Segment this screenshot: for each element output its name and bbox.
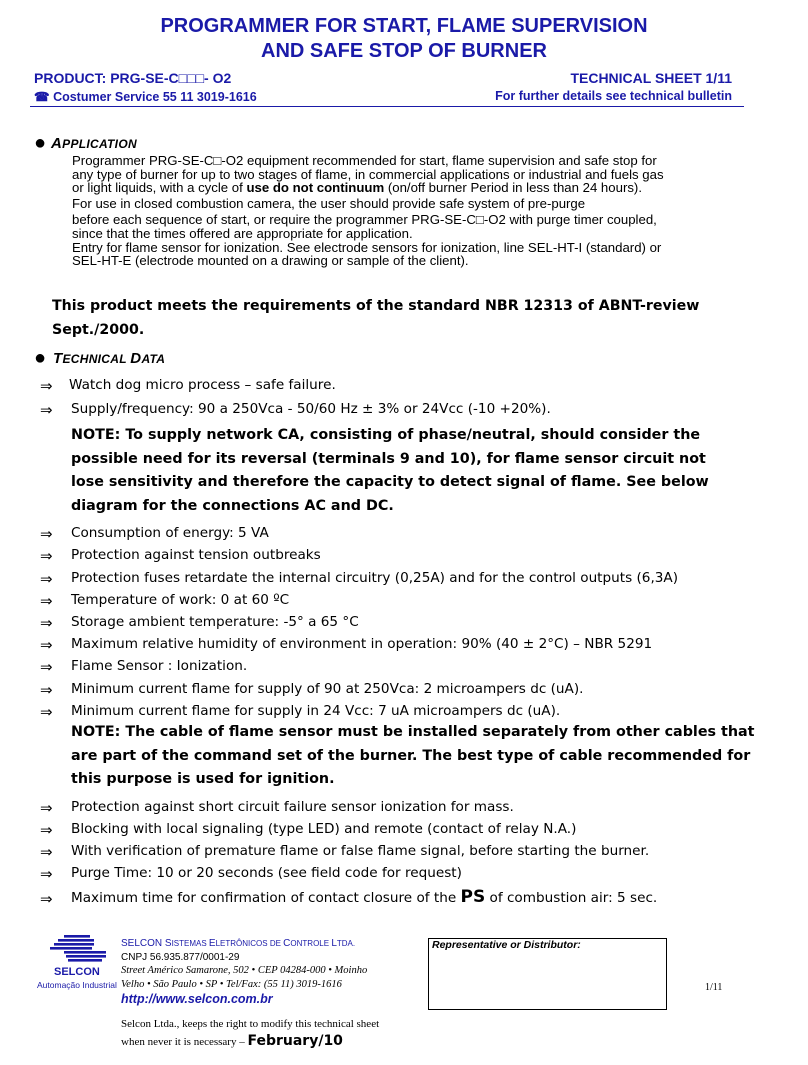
arrow-icon: ⇒ — [40, 822, 53, 839]
spec-item: Protection against tension outbreaks — [71, 547, 321, 563]
spec-item: Purge Time: 10 or 20 seconds (see field code for request) — [71, 865, 462, 881]
note-cable: NOTE: The cable of flame sensor must be installed separately from other cables that are part of the command set of the burner. The best type of cable recommended for this purpose is used for ignition. — [71, 724, 755, 788]
spec-item: Consumption of energy: 5 VA — [71, 525, 269, 541]
arrow-icon: ⇒ — [40, 682, 53, 699]
application-line: before each sequence of start, or require the programmer PRG-SE-C□-O2 with purge timer coupled, — [72, 212, 657, 228]
title-line-2: AND SAFE STOP OF BURNER — [261, 40, 547, 62]
technical-heading: TECHNICAL DATA — [53, 350, 166, 367]
arrow-icon: ⇒ — [40, 659, 53, 676]
spec-item: Supply/frequency: 90 a 250Vca - 50/60 Hz ± 3% or 24Vcc (-10 +20%). — [71, 401, 551, 417]
arrow-icon: ⇒ — [40, 402, 53, 419]
application-line: SEL-HT-E (electrode mounted on a drawing or sample of the client). — [72, 253, 469, 269]
arrow-icon: ⇒ — [40, 866, 53, 883]
cnpj: CNPJ 56.935.877/0001-29 — [121, 952, 240, 963]
arrow-icon: ⇒ — [40, 800, 53, 817]
spec-item-ps: Maximum time for confirmation of contact closure of the PS of combustion air: 5 sec. — [71, 887, 658, 907]
application-line: any type of burner for up to two stages of flame, in commercial applications or industrial and fuels gas — [72, 166, 664, 182]
title-line-1: PROGRAMMER FOR START, FLAME SUPERVISION — [160, 15, 648, 37]
application-heading: APPLICATION — [51, 135, 137, 152]
arrow-icon: ⇒ — [40, 548, 53, 565]
customer-service — [34, 89, 257, 104]
details-note: For further details see technical bulletin — [495, 89, 732, 103]
standard-statement: This product meets the requirements of the standard NBR 12313 of ABNT-review Sept./2000. — [52, 298, 700, 338]
application-line: or light liquids, with a cycle of use do not continuum (on/off burner Period in less than 24 hours). — [72, 180, 642, 196]
selcon-logo-icon — [50, 934, 110, 964]
spec-item: Storage ambient temperature: -5° a 65 °C — [71, 614, 359, 630]
website-link[interactable]: http://www.selcon.com.br — [121, 992, 273, 1006]
company-name: SELCON SISTEMAS ELETRÔNICOS DE CONTROLE LTDA. — [121, 938, 356, 949]
arrow-icon: ⇒ — [40, 844, 53, 861]
arrow-icon: ⇒ — [40, 378, 53, 395]
spec-item: Minimum current flame for supply of 90 at 250Vca: 2 microampers dc (uA). — [71, 681, 584, 697]
arrow-icon: ⇒ — [40, 593, 53, 610]
spec-item: Protection against short circuit failure sensor ionization for mass. — [71, 799, 514, 815]
arrow-icon: ⇒ — [40, 704, 53, 721]
header-divider — [30, 106, 744, 107]
bullet-icon: ● — [34, 132, 47, 154]
application-line: Programmer PRG-SE-C□-O2 equipment recommended for start, flame supervision and safe stop for — [72, 153, 657, 168]
note-supply: NOTE: To supply network CA, consisting of phase/neutral, should consider the possible need for its reversal (terminals 9 and 10), for flame sensor circuit not lose sensitivity and therefore the capacity to detect signal of flame. See below diagram for the connections AC and DC. — [71, 427, 709, 515]
customer-service-text: Costumer Service 55 11 3019-1616 — [53, 90, 257, 104]
address-line-2: Velho • São Paulo • SP • Tel/Fax: (55 11) 3019-1616 — [121, 979, 342, 990]
address-line-1: Street Américo Samarone, 502 • CEP 04284-000 • Moinho — [121, 965, 368, 976]
spec-item: With verification of premature flame or false flame signal, before starting the burner. — [71, 843, 650, 859]
arrow-icon: ⇒ — [40, 615, 53, 632]
application-line: Entry for flame sensor for ionization. See electrode sensors for ionization, line SEL-HT-I (standard) or — [72, 239, 662, 255]
arrow-icon: ⇒ — [40, 526, 53, 543]
spec-item: Maximum relative humidity of environment in operation: 90% (40 ± 2°C) – NBR 5291 — [71, 636, 653, 652]
logo-name: SELCON — [54, 966, 100, 978]
arrow-icon: ⇒ — [40, 571, 53, 588]
spec-item: Blocking with local signaling (type LED) and remote (contact of relay N.A.) — [71, 821, 577, 837]
phone-icon: ☎ — [34, 90, 50, 104]
spec-item: Protection fuses retardate the internal circuitry (0,25A) and for the control outputs (6,3A) — [71, 570, 679, 586]
application-text — [72, 154, 762, 268]
spec-item: Watch dog micro process – safe failure. — [69, 377, 336, 393]
rights-line-1: Selcon Ltda., keeps the right to modify this technical sheet — [121, 1018, 380, 1030]
application-line: since that the times offered are appropriate for application. — [72, 225, 413, 241]
bullet-icon: ● — [34, 347, 47, 369]
spec-item: Temperature of work: 0 at 60 ºC — [71, 592, 290, 608]
application-line: For use in closed combustion camera, the user should provide safe system of pre-purge — [72, 195, 586, 211]
arrow-icon: ⇒ — [40, 637, 53, 654]
spec-item: Minimum current flame for supply in 24 Vcc: 7 uA microampers dc (uA). — [71, 703, 561, 719]
selcon-logo — [50, 934, 110, 969]
representative-label: Representative or Distributor: — [432, 939, 581, 951]
sheet-number: TECHNICAL SHEET 1/11 — [570, 70, 732, 86]
spec-item: Flame Sensor : Ionization. — [71, 658, 248, 674]
product-code: PRODUCT: PRG-SE-C□□□- O2 — [34, 70, 232, 86]
logo-subtitle: Automação Industrial — [37, 980, 117, 990]
arrow-icon: ⇒ — [40, 891, 53, 908]
page-number: 1/11 — [705, 982, 723, 993]
rights-line-2: when never it is necessary – February/10 — [121, 1033, 343, 1049]
